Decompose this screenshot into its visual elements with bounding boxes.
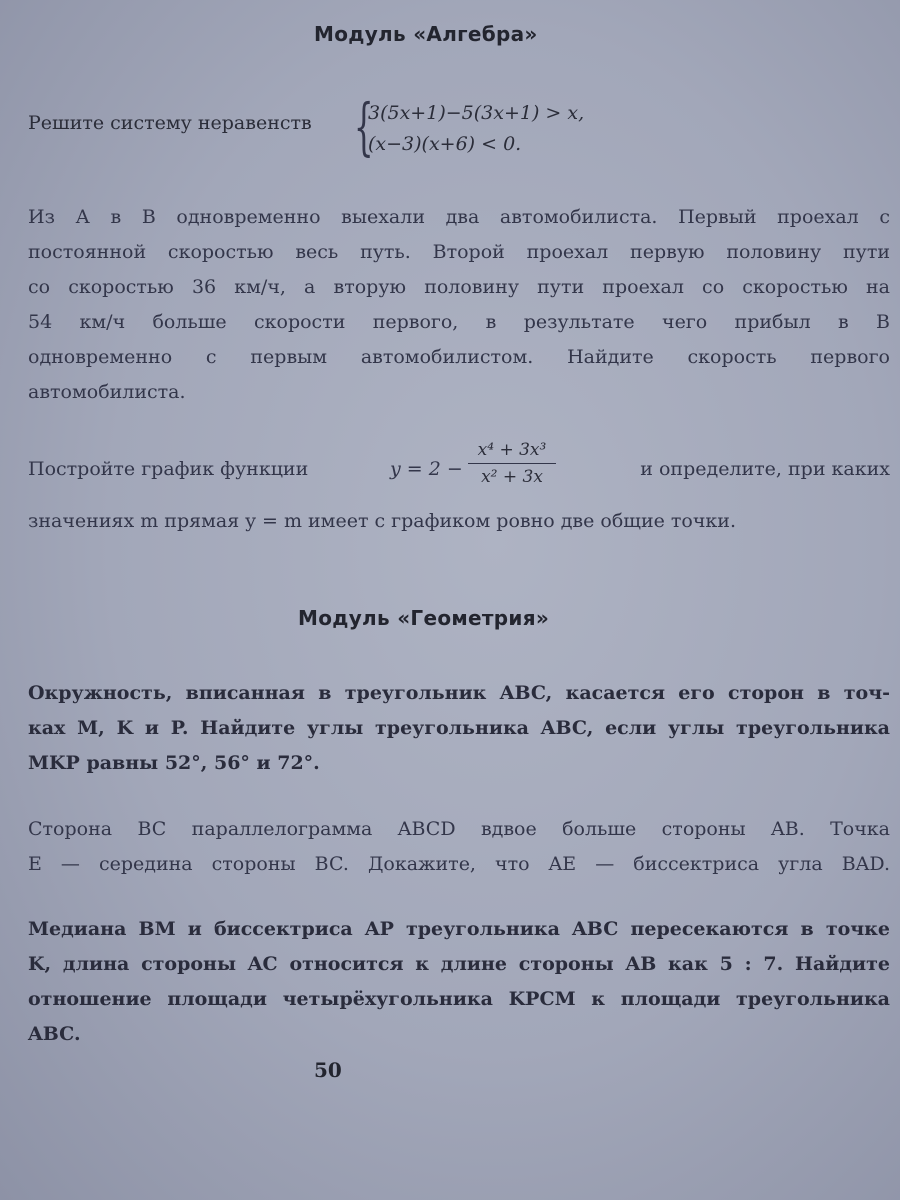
task3-line2: значениях m прямая y = m имеет с графиком ровно две общие точки. [28,510,736,532]
system-lines [368,98,584,160]
task4-line: Окружность, вписанная в треугольник ABC, касается его сторон в точ- [28,682,890,704]
task1-label: Решите систему неравенств [28,112,312,134]
task2-line: автомобилиста. [28,381,186,403]
inequality-1: 3(5x+1)−5(3x+1) > x, [368,102,585,124]
task6-line: отношение площади четырёхугольника KPCM к площади треугольника [28,988,890,1010]
task2-line: одновременно с первым автомобилистом. Найдите скорость первого [28,346,890,368]
task-function-graph [28,440,890,540]
system-brace: { [353,90,374,163]
fraction-numerator: x⁴ + 3x³ [477,440,547,460]
task4-line: MKP равны 52°, 56° и 72°. [28,752,320,774]
inequality-2: (x−3)(x+6) < 0. [368,133,522,155]
fraction-denominator: x² + 3x [481,467,543,487]
task6-line: ABC. [28,1023,81,1045]
task6-line: Медиана BM и биссектриса AP треугольника ABC пересекаются в точке [28,918,890,940]
task5-line: E — середина стороны BC. Докажите, что AE — биссектриса угла BAD. [28,853,890,875]
task-system-inequalities [28,90,648,168]
task-motion-problem [28,200,890,410]
task-parallelogram [28,812,890,882]
fraction-bar [468,463,556,464]
task-median-bisector [28,912,890,1052]
task2-line: Из А в В одновременно выехали два автомобилиста. Первый проехал с [28,206,890,228]
function-lhs: y = 2 − [390,458,463,480]
task-inscribed-circle [28,676,890,781]
algebra-heading: Модуль «Алгебра» [314,22,538,46]
page-number: 50 [314,1058,342,1082]
task4-line: ках M, K и P. Найдите углы треугольника ABC, если углы треугольника [28,717,890,739]
function-fraction [468,440,556,487]
task3-prefix: Постройте график функции [28,458,309,480]
task2-line: со скоростью 36 км/ч, а вторую половину пути проехал со скоростью на [28,276,890,298]
geometry-heading: Модуль «Геометрия» [298,606,550,630]
task2-line: постоянной скоростью весь путь. Второй проехал первую половину пути [28,241,890,263]
task2-line: 54 км/ч больше скорости первого, в результате чего прибыл в В [28,311,890,333]
task3-suffix: и определите, при каких [640,458,890,480]
task5-line: Сторона BC параллелограмма ABCD вдвое больше стороны AB. Точка [28,818,890,840]
task6-line: K, длина стороны AC относится к длине стороны AB как 5 : 7. Найдите [28,953,890,975]
